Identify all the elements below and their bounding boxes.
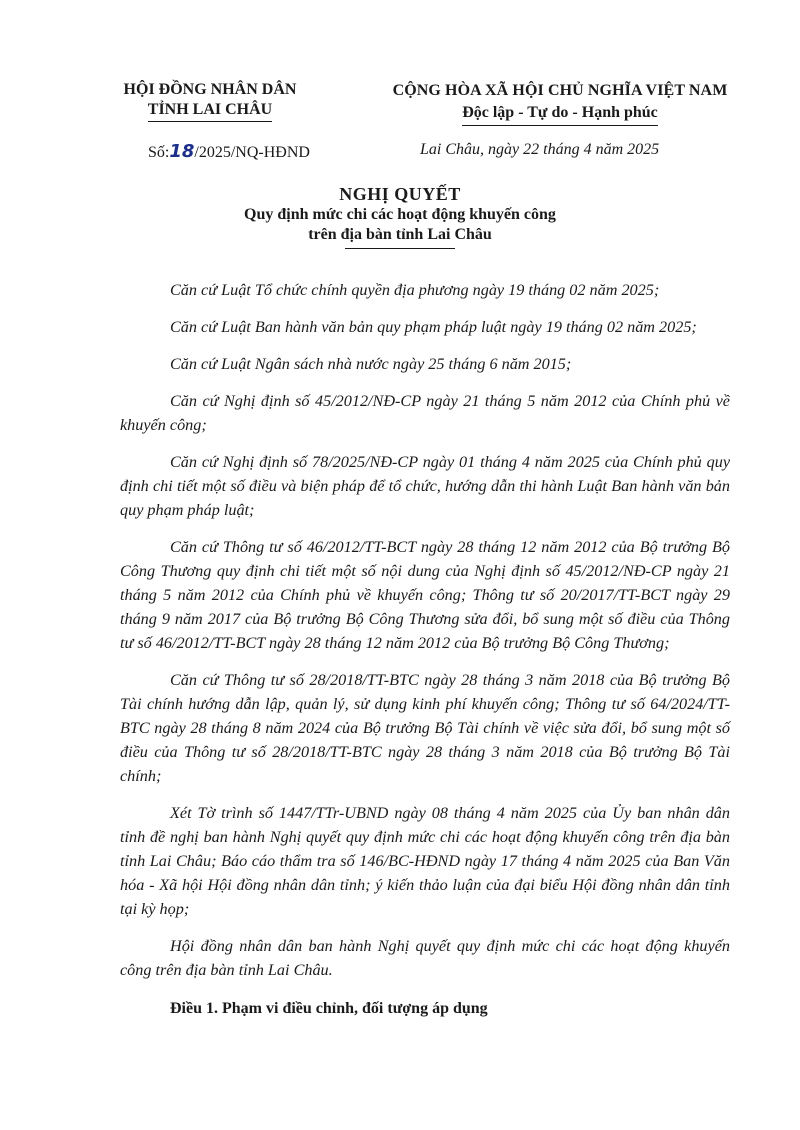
doc-number-suffix: /2025/NQ-HĐND: [194, 144, 310, 161]
preamble-paragraph: Căn cứ Thông tư số 46/2012/TT-BCT ngày 28 tháng 12 năm 2012 của Bộ trưởng Bộ Công Thương quy định chi tiết một số nội dung của Nghị định số 45/2012/NĐ-CP ngày 21 tháng 5 năm 2012 của Chính phủ về khuyến công; Thông tư số 20/2017/TT-BCT ngày 29 tháng 9 năm 2017 của Bộ trưởng Bộ Công Thương sửa đổi, bổ sung một số điều của Thông tư số 46/2012/TT-BCT ngày 28 tháng 12 năm 2012 của Bộ trưởng Bộ Công Thương;: [120, 538, 730, 652]
preamble-paragraph: Căn cứ Nghị định số 45/2012/NĐ-CP ngày 21 tháng 5 năm 2012 của Chính phủ về khuyến công;: [120, 392, 730, 434]
doc-number-prefix: Số:: [148, 144, 170, 161]
preamble-paragraph: Căn cứ Nghị định số 78/2025/NĐ-CP ngày 01 tháng 4 năm 2025 của Chính phủ quy định chi tiết một số điều và biện pháp để tổ chức, hướng dẫn thi hành Luật Ban hành văn bản quy phạm pháp luật;: [120, 453, 730, 519]
preamble-paragraph: Hội đồng nhân dân ban hành Nghị quyết quy định mức chi các hoạt động khuyến công trên địa bàn tỉnh Lai Châu.: [120, 937, 730, 979]
document-date: Lai Châu, ngày 22 tháng 4 năm 2025: [420, 141, 660, 158]
nation-line-2: Độc lập - Tự do - Hạnh phúc: [462, 102, 658, 126]
nation-line-1: CỘNG HÒA XÃ HỘI CHỦ NGHĨA VIỆT NAM: [392, 82, 728, 99]
handwritten-number: 18: [169, 141, 195, 162]
title-underline: [345, 248, 455, 249]
authority-line-1: HỘI ĐỒNG NHÂN DÂN: [123, 81, 297, 98]
preamble-paragraph: Căn cứ Luật Tổ chức chính quyền địa phương ngày 19 tháng 02 năm 2025;: [170, 281, 660, 299]
title-sub-line-2: trên địa bàn tỉnh Lai Châu: [308, 226, 492, 243]
article-1-heading: Điều 1. Phạm vi điều chỉnh, đối tượng áp dụng: [170, 1000, 488, 1017]
document-title: [150, 183, 650, 249]
preamble-paragraph: Căn cứ Thông tư số 28/2018/TT-BTC ngày 28 tháng 3 năm 2018 của Bộ trưởng Bộ Tài chính hướng dẫn lập, quản lý, sử dụng kinh phí khuyến công; Thông tư số 64/2024/TT-BTC ngày 28 tháng 8 năm 2024 của Bộ trưởng Bộ Tài chính về việc sửa đổi, bổ sung một số điều của Thông tư số 28/2018/TT-BTC ngày 28 tháng 3 năm 2018 của Bộ trưởng Bộ Tài chính;: [120, 671, 730, 785]
preamble-paragraph: Căn cứ Luật Ngân sách nhà nước ngày 25 tháng 6 năm 2015;: [170, 355, 572, 373]
document-number: [148, 141, 310, 162]
issuing-authority: [120, 80, 300, 122]
authority-line-2: TỈNH LAI CHÂU: [148, 100, 272, 122]
title-sub-line-1: Quy định mức chi các hoạt động khuyến công: [244, 206, 556, 223]
title-main: NGHỊ QUYẾT: [339, 184, 461, 204]
preamble-paragraph: Xét Tờ trình số 1447/TTr-UBND ngày 08 tháng 4 năm 2025 của Ủy ban nhân dân tỉnh đề nghị ban hành Nghị quyết quy định mức chi các hoạt động khuyến công trên địa bàn tỉnh Lai Châu; Báo cáo thẩm tra số 146/BC-HĐND ngày 17 tháng 4 năm 2025 của Ban Văn hóa - Xã hội Hội đồng nhân dân tỉnh; ý kiến thảo luận của đại biểu Hội đồng nhân dân tỉnh tại kỳ họp;: [120, 804, 730, 918]
preamble: [120, 278, 730, 995]
national-motto: [375, 80, 745, 126]
preamble-paragraph: Căn cứ Luật Ban hành văn bản quy phạm pháp luật ngày 19 tháng 02 năm 2025;: [170, 318, 697, 336]
